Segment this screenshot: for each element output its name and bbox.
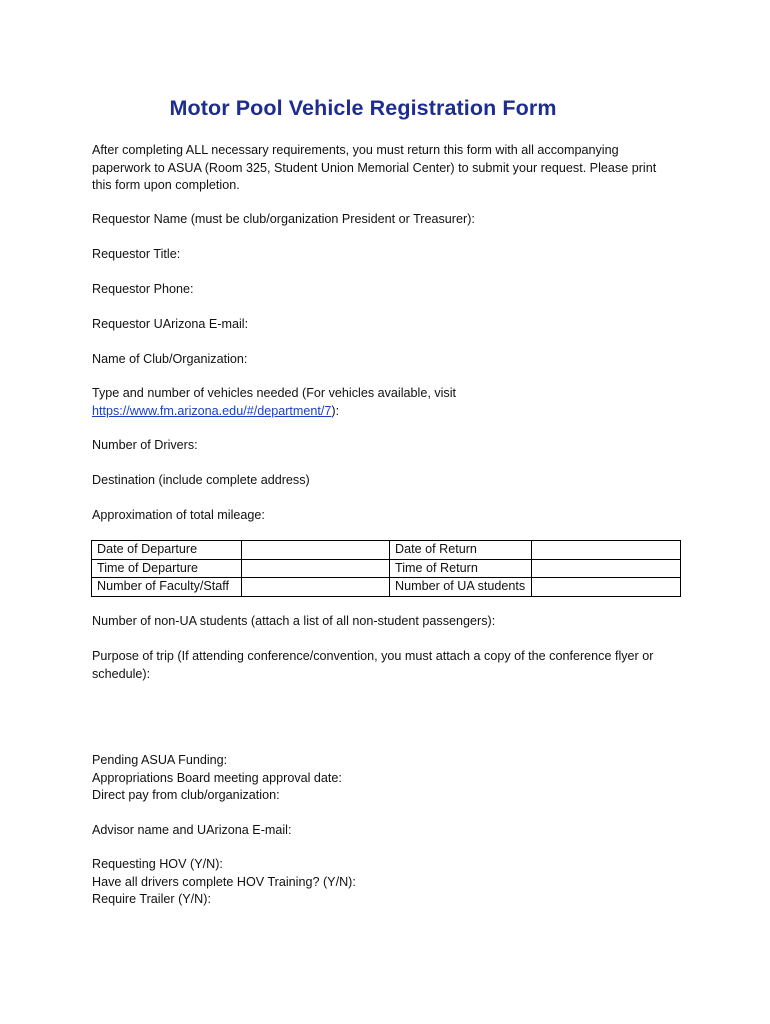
intro-line: this form upon completion. bbox=[92, 178, 240, 192]
advisor-label: Advisor name and UArizona E-mail: bbox=[92, 823, 292, 837]
time-departure-label: Time of Departure bbox=[92, 559, 242, 578]
hov-label: Requesting HOV (Y/N): bbox=[92, 857, 223, 871]
intro-line: paperwork to ASUA (Room 325, Student Union Memorial Center) to submit your request. Please print bbox=[92, 160, 657, 175]
time-departure-value[interactable] bbox=[241, 559, 390, 578]
date-departure-value[interactable] bbox=[241, 541, 390, 560]
date-return-label: Date of Return bbox=[390, 541, 532, 560]
mileage-label: Approximation of total mileage: bbox=[92, 508, 265, 522]
hov-training-label: Have all drivers complete HOV Training? (Y/N): bbox=[92, 874, 356, 889]
page-title: Motor Pool Vehicle Registration Form bbox=[169, 96, 557, 120]
intro-line: After completing ALL necessary requirements, you must return this form with all accompanying bbox=[92, 143, 619, 157]
vehicles-needed-label bbox=[92, 385, 692, 420]
intro-paragraph bbox=[92, 142, 692, 195]
appropriations-label: Appropriations Board meeting approval date: bbox=[92, 770, 342, 785]
funding-block bbox=[92, 752, 692, 805]
table-row bbox=[92, 578, 681, 597]
purpose-label bbox=[92, 648, 682, 683]
purpose-line: Purpose of trip (If attending conference/convention, you must attach a copy of the conference flyer or bbox=[92, 649, 654, 663]
requestor-title-label: Requestor Title: bbox=[92, 247, 181, 261]
vehicles-needed-line: Type and number of vehicles needed (For vehicles available, visit bbox=[92, 386, 457, 400]
num-ua-students-value[interactable] bbox=[532, 578, 681, 597]
trip-details-table bbox=[91, 540, 681, 597]
purpose-line: schedule): bbox=[92, 666, 151, 681]
direct-pay-label: Direct pay from club/organization: bbox=[92, 788, 280, 802]
requestor-email-label: Requestor UArizona E-mail: bbox=[92, 317, 249, 331]
trailer-label: Require Trailer (Y/N): bbox=[92, 892, 211, 906]
time-return-label: Time of Return bbox=[390, 559, 532, 578]
num-faculty-label: Number of Faculty/Staff bbox=[92, 578, 242, 597]
table-row bbox=[92, 559, 681, 578]
non-ua-students-label: Number of non-UA students (attach a list of all non-student passengers): bbox=[92, 614, 496, 628]
requestor-phone-label: Requestor Phone: bbox=[92, 282, 194, 296]
destination-label: Destination (include complete address) bbox=[92, 473, 310, 487]
vehicles-needed-line bbox=[92, 403, 692, 421]
hov-block bbox=[92, 856, 692, 909]
num-drivers-label: Number of Drivers: bbox=[92, 438, 198, 452]
time-return-value[interactable] bbox=[532, 559, 681, 578]
pending-funding-label: Pending ASUA Funding: bbox=[92, 753, 228, 767]
requestor-name-label: Requestor Name (must be club/organization President or Treasurer): bbox=[92, 212, 475, 226]
num-ua-students-label: Number of UA students bbox=[390, 578, 532, 597]
date-return-value[interactable] bbox=[532, 541, 681, 560]
date-departure-label: Date of Departure bbox=[92, 541, 242, 560]
vehicles-link[interactable]: https://www.fm.arizona.edu/#/department/7 bbox=[92, 403, 332, 418]
num-faculty-value[interactable] bbox=[241, 578, 390, 597]
table-row bbox=[92, 541, 681, 560]
club-name-label: Name of Club/Organization: bbox=[92, 352, 248, 366]
vehicles-link-suffix: ): bbox=[331, 403, 340, 418]
